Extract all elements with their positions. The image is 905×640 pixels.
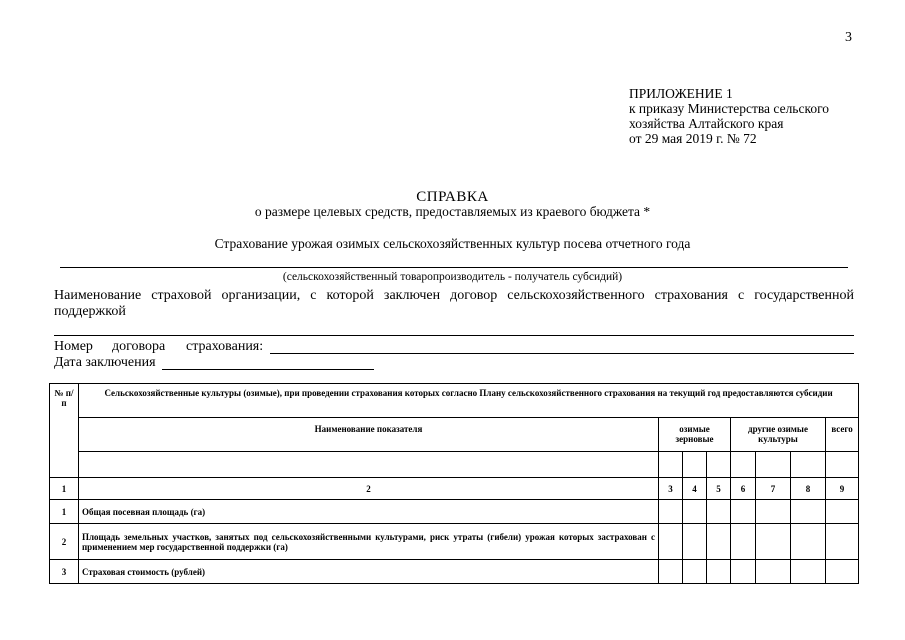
row-label: Страховая стоимость (рублей) [79,560,659,584]
col-number: 4 [683,478,707,500]
value-cell[interactable] [707,524,731,560]
col-number: 5 [707,478,731,500]
col-number: 3 [659,478,683,500]
value-cell[interactable] [791,560,826,584]
insurer-label-cont: поддержкой [54,304,126,319]
header-blank [791,452,826,478]
col-number: 1 [50,478,79,500]
row-number: 2 [50,524,79,560]
subsidy-table [49,383,859,584]
value-cell[interactable] [826,560,859,584]
insurer-label: Наименование страховой организации, с которой заключен договор сельскохозяйственного страхования с государственной [54,288,854,303]
value-cell[interactable] [683,500,707,524]
contract-date-line[interactable] [162,369,374,370]
row-number: 1 [50,500,79,524]
table-row [50,524,859,560]
row-label: Площадь земельных участков, занятых под сельскохозяйственными культурами, риск утраты (гибели) урожая которых застрахован с применением мер государственной поддержки (га) [79,524,659,560]
col-number: 7 [756,478,791,500]
grain-header: озимые зерновые [659,418,731,452]
value-cell[interactable] [707,560,731,584]
table-row [50,560,859,584]
value-cell[interactable] [659,524,683,560]
value-cell[interactable] [756,500,791,524]
document-title: СПРАВКА [416,189,489,205]
table-row [50,500,859,524]
col-number: 8 [791,478,826,500]
header-blank [756,452,791,478]
appendix-title: ПРИЛОЖЕНИЕ 1 [629,86,733,101]
contract-word-2: договора [112,339,166,354]
value-cell[interactable] [731,524,756,560]
header-blank [683,452,707,478]
row-number: 3 [50,560,79,584]
producer-caption: (сельскохозяйственный товаропроизводитель - получатель субсидий) [282,271,623,283]
total-header: всего [826,418,859,452]
indicator-header: Наименование показателя [79,418,659,452]
value-cell[interactable] [756,524,791,560]
value-cell[interactable] [756,560,791,584]
contract-number-label [54,339,263,355]
col-number: 2 [79,478,659,500]
value-cell[interactable] [707,500,731,524]
document-subtitle: о размере целевых средств, предоставляемых из краевого бюджета * [254,204,651,219]
appendix-block [629,86,829,146]
header-blank [659,452,683,478]
producer-name-line[interactable] [60,267,848,268]
value-cell[interactable] [731,560,756,584]
contract-date-label: Дата заключения [54,355,156,370]
col-num-header: № п/п [50,384,79,478]
col-number: 6 [731,478,756,500]
section-heading: Страхование урожая озимых сельскохозяйственных культур посева отчетного года [214,236,691,251]
value-cell[interactable] [659,560,683,584]
value-cell[interactable] [683,524,707,560]
insurer-name-line[interactable] [54,335,854,336]
row-label: Общая посевная площадь (га) [79,500,659,524]
contract-number-line[interactable] [270,353,854,354]
value-cell[interactable] [731,500,756,524]
header-blank [826,452,859,478]
contract-word-1: Номер [54,339,93,354]
appendix-date-line: от 29 мая 2019 г. № 72 [629,131,757,146]
contract-word-3: страхования: [186,339,264,354]
other-crops-header: другие озимые культуры [731,418,826,452]
main-header: Сельскохозяйственные культуры (озимые), при проведении страхования которых согласно Плану сельскохозяйственного страхования на текущий год предоставляются субсидии [79,384,859,418]
page-number: 3 [845,30,852,45]
header-blank [79,452,659,478]
value-cell[interactable] [791,524,826,560]
value-cell[interactable] [826,500,859,524]
value-cell[interactable] [683,560,707,584]
appendix-ministry-line: хозяйства Алтайского края [629,116,784,131]
value-cell[interactable] [659,500,683,524]
value-cell[interactable] [826,524,859,560]
header-blank [707,452,731,478]
col-number: 9 [826,478,859,500]
header-blank [731,452,756,478]
appendix-order-line: к приказу Министерства сельского [629,101,830,116]
value-cell[interactable] [791,500,826,524]
